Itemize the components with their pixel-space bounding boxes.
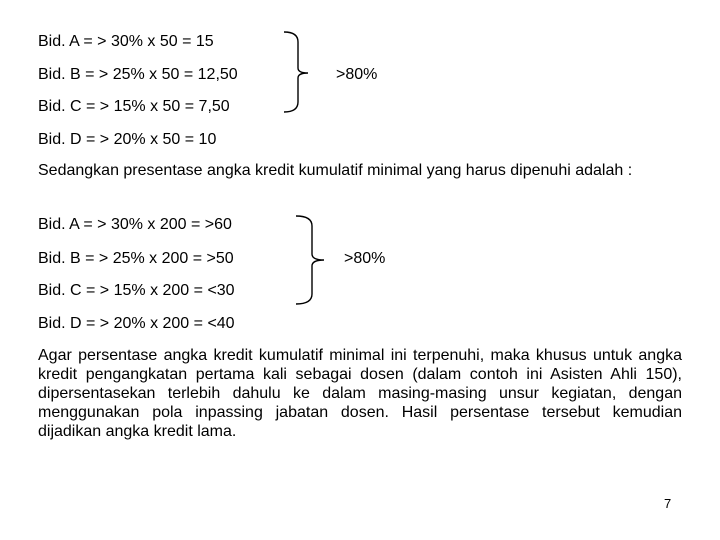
line-bid-a-200: Bid. A = > 30% x 200 = >60: [38, 216, 232, 233]
page-number: 7: [664, 496, 672, 511]
bracket-group2: [284, 214, 344, 306]
line-bid-a-50: Bid. A = > 30% x 50 = 15: [38, 33, 214, 50]
line-bid-c-50: Bid. C = > 15% x 50 = 7,50: [38, 98, 230, 115]
line-bid-b-200: Bid. B = > 25% x 200 = >50: [38, 250, 234, 267]
line-bid-d-200: Bid. D = > 20% x 200 = <40: [38, 315, 235, 332]
bracket-label-group1: >80%: [336, 66, 378, 83]
bracket-group1: [272, 30, 332, 114]
paragraph-explanation: Agar persentase angka kredit kumulatif minimal ini terpenuhi, maka khusus untuk angka kredit pengangkatan pertama kali sebagai dosen (dalam contoh ini Asisten Ahli 150), dipersentasekan terlebih dahulu ke dalam masing-masing unsur kegiatan, dengan menggunakan pola inpassing jabatan dosen. Hasil persentase tersebut kemudian dijadikan angka kredit lama.: [38, 347, 682, 440]
bracket-label-group2: >80%: [344, 250, 386, 267]
line-bid-c-200: Bid. C = > 15% x 200 = <30: [38, 282, 235, 299]
line-bid-b-50: Bid. B = > 25% x 50 = 12,50: [38, 66, 238, 83]
line-bid-d-50: Bid. D = > 20% x 50 = 10: [38, 131, 217, 148]
paragraph-minimum-credit: Sedangkan presentase angka kredit kumulatif minimal yang harus dipenuhi adalah :: [38, 162, 633, 179]
